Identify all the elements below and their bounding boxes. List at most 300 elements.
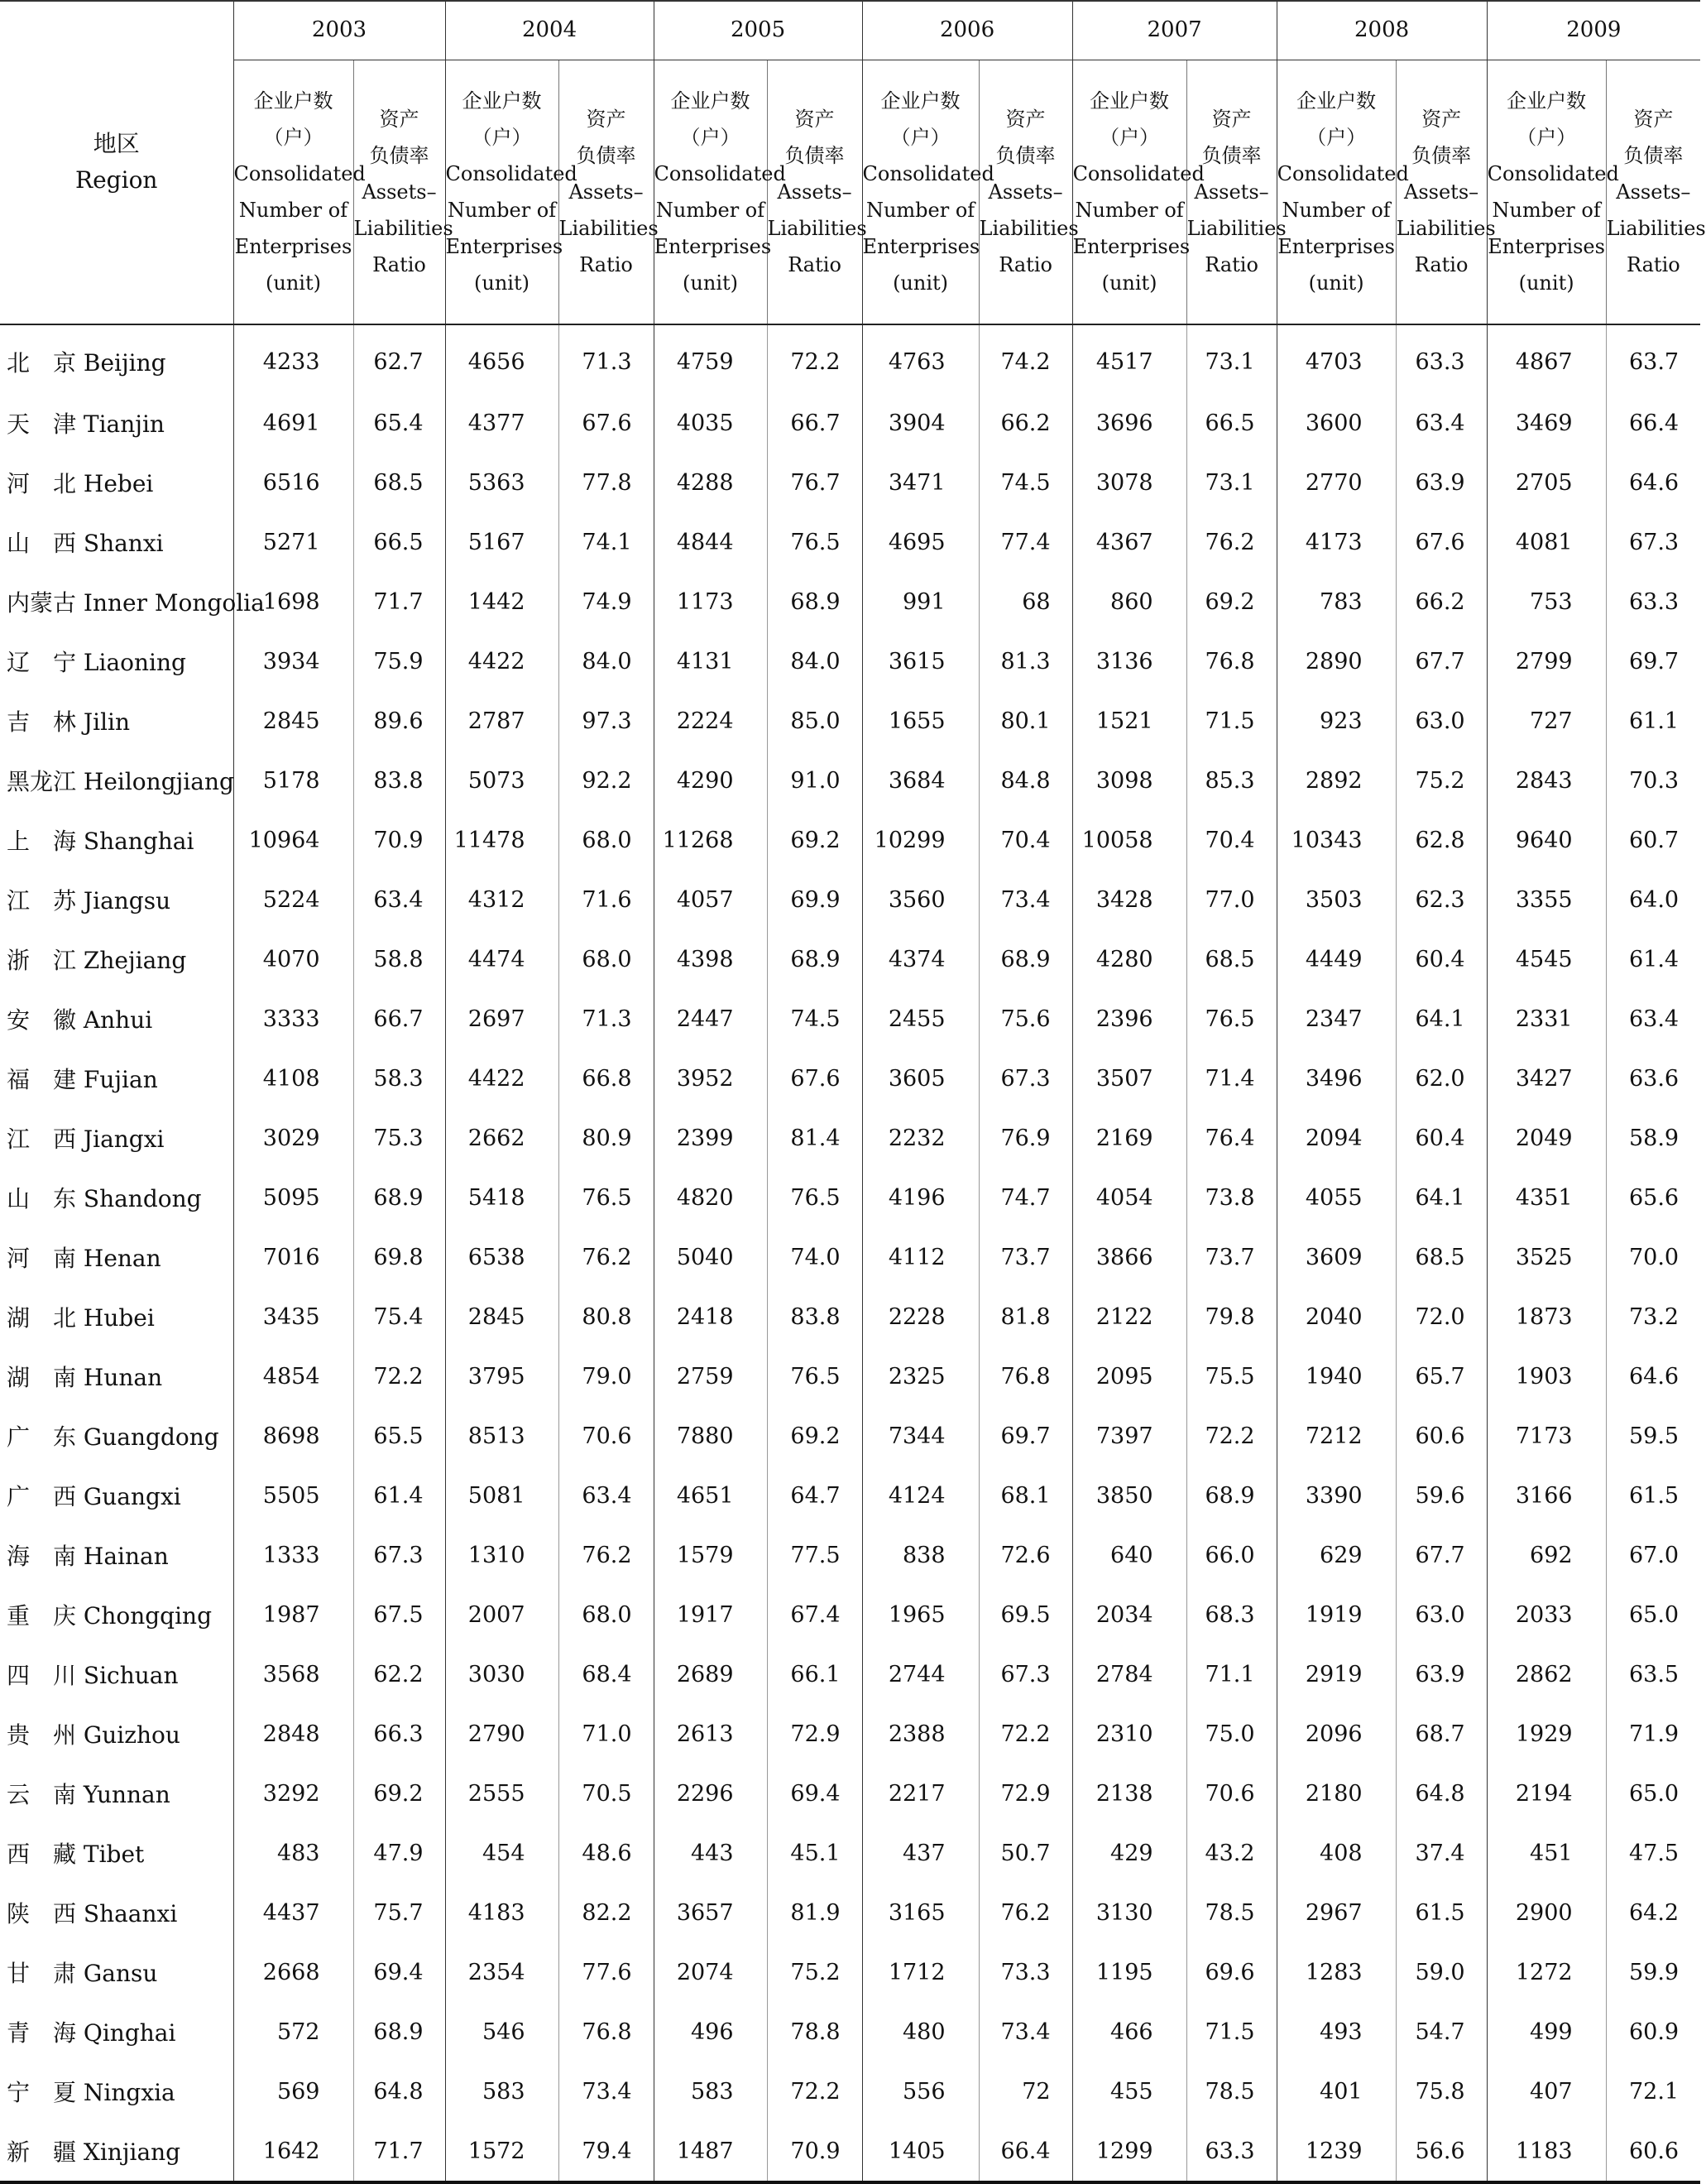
region-name-cell: 吉 林 Jilin — [7, 708, 131, 736]
liability-ratio-header-line: Assets– — [1616, 180, 1691, 204]
liability-ratio-cell: 63.4 — [353, 870, 445, 929]
liability-ratio-cell: 62.3 — [1396, 870, 1487, 929]
liability-ratio-cell: 76.2 — [558, 1227, 654, 1287]
enterprise-count-cell: 4057 — [654, 870, 767, 929]
enterprise-count-header-line: （户） — [890, 126, 951, 149]
enterprise-count-cell: 443 — [654, 1823, 767, 1883]
enterprise-count-cell: 1712 — [862, 1942, 979, 2002]
liability-ratio-header-line: Ratio — [1414, 253, 1469, 276]
liability-ratio-cell: 74.7 — [979, 1168, 1072, 1227]
enterprise-count-header-line: Enterprises — [1072, 235, 1191, 258]
table-row — [0, 324, 1700, 393]
enterprise-count-cell: 4449 — [1277, 929, 1396, 989]
region-header-en: Region — [75, 166, 158, 194]
liability-ratio-cell: 67.5 — [353, 1585, 445, 1644]
liability-ratio-cell: 63.3 — [1186, 2121, 1277, 2182]
enterprise-count-cell: 4288 — [654, 453, 767, 512]
liability-ratio-cell: 68.5 — [1186, 929, 1277, 989]
enterprise-count-cell: 2759 — [654, 1346, 767, 1406]
enterprise-count-cell: 923 — [1277, 691, 1396, 751]
liability-ratio-cell: 61.4 — [1606, 929, 1700, 989]
enterprise-count-cell: 4474 — [445, 929, 558, 989]
liability-ratio-cell: 71.4 — [1186, 1049, 1277, 1108]
enterprise-count-cell: 1873 — [1487, 1287, 1606, 1346]
liability-ratio-cell: 63.4 — [1606, 989, 1700, 1049]
liability-ratio-cell: 67.6 — [558, 393, 654, 453]
region-name-cell: 新 疆 Xinjiang — [0, 2121, 233, 2182]
enterprise-count-cell: 496 — [654, 2002, 767, 2062]
liability-ratio-cell: 74.0 — [767, 1227, 862, 1287]
liability-ratio-cell: 59.5 — [1606, 1406, 1700, 1466]
liability-ratio-cell: 59.0 — [1396, 1942, 1487, 2002]
liability-ratio-cell: 71.0 — [558, 1704, 654, 1764]
liability-ratio-cell: 74.5 — [979, 453, 1072, 512]
liability-ratio-cell: 71.6 — [558, 870, 654, 929]
enterprise-count-cell: 583 — [445, 2062, 558, 2121]
enterprise-count-cell: 7880 — [654, 1406, 767, 1466]
enterprise-count-cell: 8698 — [233, 1406, 353, 1466]
enterprise-count-header-line: Consolidated — [445, 162, 577, 185]
liability-ratio-cell: 75.5 — [1186, 1346, 1277, 1406]
enterprise-count-cell: 3503 — [1277, 870, 1396, 929]
enterprise-count-cell: 4351 — [1487, 1168, 1606, 1227]
enterprise-count-cell: 2613 — [654, 1704, 767, 1764]
liability-ratio-cell: 78.5 — [1186, 1883, 1277, 1942]
liability-ratio-cell: 74.5 — [767, 989, 862, 1049]
enterprise-count-header-line: (unit) — [1101, 271, 1157, 295]
liability-ratio-cell: 64.1 — [1396, 1168, 1487, 1227]
table-row — [0, 631, 1700, 691]
liability-ratio-cell: 91.0 — [767, 751, 862, 810]
enterprise-count-header-line: Enterprises — [234, 235, 352, 258]
enterprise-count-cell: 2034 — [1072, 1585, 1186, 1644]
table-row — [0, 870, 1700, 929]
liability-ratio-cell: 68.9 — [353, 2002, 445, 2062]
enterprise-count-cell: 3390 — [1277, 1466, 1396, 1525]
liability-ratio-cell: 70.5 — [558, 1764, 654, 1823]
table-row — [0, 1287, 1700, 1346]
table-row — [0, 1704, 1700, 1764]
liability-ratio-header — [1606, 60, 1706, 325]
liability-ratio-header-line: Ratio — [999, 253, 1052, 276]
liability-ratio-cell: 43.2 — [1186, 1823, 1277, 1883]
table-row — [0, 691, 1700, 751]
enterprise-count-cell: 3165 — [862, 1883, 979, 1942]
liability-ratio-cell: 56.6 — [1396, 2121, 1487, 2182]
enterprise-count-header-line: Enterprises — [654, 235, 772, 258]
enterprise-count-cell: 838 — [862, 1525, 979, 1585]
enterprise-count-header — [862, 60, 994, 325]
liability-ratio-cell: 64.8 — [1396, 1764, 1487, 1823]
liability-ratio-header-line: Liabilities — [1186, 217, 1287, 240]
liability-ratio-cell: 63.4 — [558, 1466, 654, 1525]
enterprise-count-cell: 1299 — [1072, 2121, 1186, 2182]
liability-ratio-header — [979, 60, 1079, 325]
region-name-cell: 青 海 Qinghai — [7, 2019, 176, 2047]
enterprise-count-cell: 3684 — [862, 751, 979, 810]
table-row — [0, 810, 1700, 870]
enterprise-count-cell: 3166 — [1487, 1466, 1606, 1525]
liability-ratio-cell: 63.4 — [1396, 393, 1487, 453]
enterprise-count-cell: 3030 — [445, 1644, 558, 1704]
liability-ratio-cell: 69.2 — [1186, 572, 1277, 631]
enterprise-count-header-line: Number of — [1075, 199, 1184, 222]
liability-ratio-cell: 70.3 — [1606, 751, 1700, 810]
liability-ratio-cell: 65.7 — [1396, 1346, 1487, 1406]
enterprise-count-cell: 3934 — [233, 631, 353, 691]
region-name-cell: 河 北 Hebei — [7, 470, 154, 497]
liability-ratio-cell: 66.1 — [767, 1644, 862, 1704]
table-row — [0, 572, 1700, 631]
liability-ratio-header-line: Ratio — [579, 253, 633, 276]
liability-ratio-cell: 66.0 — [1186, 1525, 1277, 1585]
liability-ratio-header-line: 资产 — [586, 108, 626, 131]
region-name-cell: 内蒙古 Inner Mongolia — [7, 589, 265, 617]
region-name-cell: 江 西 Jiangxi — [7, 1126, 165, 1153]
liability-ratio-cell: 71.7 — [353, 572, 445, 631]
liability-ratio-cell: 78.8 — [767, 2002, 862, 2062]
liability-ratio-cell: 75.2 — [1396, 751, 1487, 810]
liability-ratio-cell: 75.6 — [979, 989, 1072, 1049]
enterprise-count-cell: 11478 — [445, 810, 558, 870]
enterprise-count-header-line: Consolidated — [1277, 162, 1409, 185]
liability-ratio-cell: 64.6 — [1606, 453, 1700, 512]
liability-ratio-cell: 69.9 — [767, 870, 862, 929]
region-name-cell: 海 南 Hainan — [7, 1543, 169, 1570]
liability-ratio-header-line: 资产 — [1633, 108, 1674, 131]
enterprise-count-cell: 4422 — [445, 1049, 558, 1108]
liability-ratio-cell: 76.7 — [767, 453, 862, 512]
liability-ratio-cell: 68.9 — [1186, 1466, 1277, 1525]
liability-ratio-header-line: Ratio — [372, 253, 426, 276]
enterprise-count-cell: 2180 — [1277, 1764, 1396, 1823]
enterprise-count-cell: 2310 — [1072, 1704, 1186, 1764]
enterprise-count-cell: 640 — [1072, 1525, 1186, 1585]
enterprise-count-cell: 2007 — [445, 1585, 558, 1644]
enterprise-count-cell: 1572 — [445, 2121, 558, 2182]
liability-ratio-cell: 81.8 — [979, 1287, 1072, 1346]
table-row — [0, 1168, 1700, 1227]
liability-ratio-cell: 65.0 — [1606, 1585, 1700, 1644]
enterprise-count-cell: 3866 — [1072, 1227, 1186, 1287]
enterprise-count-cell: 10964 — [233, 810, 353, 870]
liability-ratio-cell: 76.2 — [558, 1525, 654, 1585]
table-row — [0, 1049, 1700, 1108]
enterprise-count-cell: 483 — [233, 1823, 353, 1883]
liability-ratio-cell: 76.5 — [767, 1168, 862, 1227]
liability-ratio-cell: 73.4 — [979, 870, 1072, 929]
enterprise-count-cell: 2388 — [862, 1704, 979, 1764]
enterprise-count-cell: 2848 — [233, 1704, 353, 1764]
enterprise-count-cell: 4844 — [654, 512, 767, 572]
liability-ratio-cell: 73.8 — [1186, 1168, 1277, 1227]
region-name-cell: 河 南 Henan — [7, 1245, 161, 1272]
year-header-2003: 2003 — [233, 0, 445, 60]
enterprise-count-cell: 1442 — [445, 572, 558, 631]
liability-ratio-cell: 72.0 — [1396, 1287, 1487, 1346]
enterprise-count-cell: 1965 — [862, 1585, 979, 1644]
enterprise-count-cell: 6538 — [445, 1227, 558, 1287]
enterprise-count-cell: 2074 — [654, 1942, 767, 2002]
liability-ratio-cell: 73.7 — [979, 1227, 1072, 1287]
liability-ratio-cell: 89.6 — [353, 691, 445, 751]
enterprise-count-cell: 2396 — [1072, 989, 1186, 1049]
enterprise-count-cell: 4374 — [862, 929, 979, 989]
liability-ratio-cell: 76.5 — [558, 1168, 654, 1227]
enterprise-count-cell: 4035 — [654, 393, 767, 453]
enterprise-count-header-line: (unit) — [1308, 271, 1364, 295]
enterprise-count-header-line: Number of — [1492, 199, 1601, 222]
enterprise-count-cell: 1698 — [233, 572, 353, 631]
enterprise-count-cell: 5178 — [233, 751, 353, 810]
enterprise-count-cell: 2900 — [1487, 1883, 1606, 1942]
region-name-cell: 浙 江 Zhejiang — [7, 947, 187, 974]
liability-ratio-cell: 59.9 — [1606, 1942, 1700, 2002]
enterprise-count-cell: 7397 — [1072, 1406, 1186, 1466]
liability-ratio-cell: 54.7 — [1396, 2002, 1487, 2062]
enterprise-count-cell: 4290 — [654, 751, 767, 810]
enterprise-count-cell: 407 — [1487, 2062, 1606, 2121]
liability-ratio-cell: 70.4 — [979, 810, 1072, 870]
enterprise-count-cell: 5095 — [233, 1168, 353, 1227]
enterprise-count-cell: 4124 — [862, 1466, 979, 1525]
liability-ratio-cell: 69.2 — [767, 1406, 862, 1466]
table-row — [0, 1883, 1700, 1942]
enterprise-count-cell: 2217 — [862, 1764, 979, 1823]
enterprise-count-cell: 3428 — [1072, 870, 1186, 929]
enterprise-count-cell: 3130 — [1072, 1883, 1186, 1942]
liability-ratio-cell: 64.2 — [1606, 1883, 1700, 1942]
region-name-cell: 山 东 Shandong — [7, 1185, 202, 1212]
enterprise-count-cell: 727 — [1487, 691, 1606, 751]
region-name-cell: 宁 夏 Ningxia — [7, 2079, 175, 2106]
liability-ratio-cell: 68.5 — [1396, 1227, 1487, 1287]
liability-ratio-cell: 80.9 — [558, 1108, 654, 1168]
table-row — [0, 1227, 1700, 1287]
enterprise-count-cell: 4695 — [862, 512, 979, 572]
liability-ratio-header-line: Liabilities — [1396, 217, 1496, 240]
enterprise-count-cell: 2890 — [1277, 631, 1396, 691]
liability-ratio-cell: 70.9 — [767, 2121, 862, 2182]
liability-ratio-cell: 68.0 — [558, 1585, 654, 1644]
liability-ratio-cell: 71.9 — [1606, 1704, 1700, 1764]
liability-ratio-cell: 75.2 — [767, 1942, 862, 2002]
table-row — [0, 1466, 1700, 1525]
liability-ratio-cell: 76.8 — [558, 2002, 654, 2062]
table-row — [0, 1942, 1700, 2002]
enterprise-count-cell: 6516 — [233, 453, 353, 512]
enterprise-count-cell: 455 — [1072, 2062, 1186, 2121]
liability-ratio-cell: 67.3 — [979, 1644, 1072, 1704]
enterprise-count-cell: 991 — [862, 572, 979, 631]
liability-ratio-cell: 67.6 — [1396, 512, 1487, 572]
enterprise-count-cell: 429 — [1072, 1823, 1186, 1883]
liability-ratio-cell: 66.4 — [979, 2121, 1072, 2182]
liability-ratio-cell: 63.9 — [1396, 1644, 1487, 1704]
enterprise-count-cell: 583 — [654, 2062, 767, 2121]
liability-ratio-cell: 66.8 — [558, 1049, 654, 1108]
liability-ratio-cell: 77.6 — [558, 1942, 654, 2002]
liability-ratio-cell: 76.5 — [1186, 989, 1277, 1049]
year-header-2006: 2006 — [862, 0, 1072, 60]
enterprise-count-cell: 3600 — [1277, 393, 1396, 453]
enterprise-count-cell: 4422 — [445, 631, 558, 691]
liability-ratio-header-line: 资产 — [1211, 108, 1252, 131]
enterprise-count-cell: 546 — [445, 2002, 558, 2062]
liability-ratio-cell: 64.6 — [1606, 1346, 1700, 1406]
liability-ratio-header-line: 资产 — [379, 108, 419, 131]
enterprise-count-cell: 4656 — [445, 324, 558, 393]
enterprise-count-header-line: (unit) — [266, 271, 321, 295]
enterprise-count-cell: 9640 — [1487, 810, 1606, 870]
enterprise-count-header-line: Consolidated — [233, 162, 366, 185]
enterprise-count-cell: 1173 — [654, 572, 767, 631]
enterprise-count-header-line: （户） — [1100, 126, 1160, 149]
liability-ratio-header-line: Liabilities — [353, 217, 453, 240]
liability-ratio-cell: 69.4 — [767, 1764, 862, 1823]
liability-ratio-cell: 63.3 — [1606, 572, 1700, 631]
liability-ratio-cell: 61.5 — [1396, 1883, 1487, 1942]
liability-ratio-cell: 69.7 — [979, 1406, 1072, 1466]
enterprise-count-cell: 1521 — [1072, 691, 1186, 751]
liability-ratio-cell: 77.0 — [1186, 870, 1277, 929]
liability-ratio-header-line: Assets– — [1194, 180, 1269, 204]
liability-ratio-cell: 76.2 — [1186, 512, 1277, 572]
region-name-cell: 甘 肃 Gansu — [7, 1960, 158, 1987]
liability-ratio-cell: 71.1 — [1186, 1644, 1277, 1704]
liability-ratio-header-line: Liabilities — [979, 217, 1079, 240]
enterprise-count-cell: 2418 — [654, 1287, 767, 1346]
enterprise-count-cell: 3605 — [862, 1049, 979, 1108]
enterprise-count-cell: 2845 — [445, 1287, 558, 1346]
enterprise-count-cell: 3904 — [862, 393, 979, 453]
enterprise-count-cell: 3609 — [1277, 1227, 1396, 1287]
liability-ratio-header-line: Ratio — [1627, 253, 1680, 276]
enterprise-count-cell: 401 — [1277, 2062, 1396, 2121]
liability-ratio-header — [353, 60, 453, 325]
enterprise-count-header — [233, 60, 366, 325]
enterprise-count-header-line: （户） — [680, 126, 740, 149]
enterprise-count-cell: 4070 — [233, 929, 353, 989]
liability-ratio-cell: 65.0 — [1606, 1764, 1700, 1823]
enterprise-count-cell: 437 — [862, 1823, 979, 1883]
year-header-2007: 2007 — [1072, 0, 1277, 60]
enterprise-count-header-line: 企业户数 — [253, 89, 333, 113]
liability-ratio-cell: 81.3 — [979, 631, 1072, 691]
liability-ratio-cell: 68.4 — [558, 1644, 654, 1704]
liability-ratio-cell: 71.3 — [558, 989, 654, 1049]
enterprise-count-header-line: Enterprises — [445, 235, 563, 258]
liability-ratio-cell: 70.0 — [1606, 1227, 1700, 1287]
liability-ratio-cell: 63.0 — [1396, 691, 1487, 751]
enterprise-count-cell: 3657 — [654, 1883, 767, 1942]
liability-ratio-cell: 73.3 — [979, 1942, 1072, 2002]
enterprise-count-header-line: Number of — [655, 199, 765, 222]
enterprise-count-header-line: (unit) — [683, 271, 739, 295]
enterprise-count-cell: 4867 — [1487, 324, 1606, 393]
liability-ratio-cell: 63.3 — [1396, 324, 1487, 393]
table-row — [0, 1644, 1700, 1704]
liability-ratio-cell: 62.0 — [1396, 1049, 1487, 1108]
enterprise-count-cell: 860 — [1072, 572, 1186, 631]
enterprise-count-header — [1072, 60, 1205, 325]
enterprise-count-cell: 3615 — [862, 631, 979, 691]
enterprise-count-cell: 4437 — [233, 1883, 353, 1942]
liability-ratio-cell: 72.2 — [353, 1346, 445, 1406]
enterprise-count-cell: 2790 — [445, 1704, 558, 1764]
enterprise-count-header-line: (unit) — [893, 271, 949, 295]
enterprise-count-cell: 2194 — [1487, 1764, 1606, 1823]
liability-ratio-header — [558, 60, 659, 325]
liability-ratio-cell: 70.9 — [353, 810, 445, 870]
enterprise-count-cell: 556 — [862, 2062, 979, 2121]
enterprise-count-cell: 4763 — [862, 324, 979, 393]
enterprise-count-cell: 2967 — [1277, 1883, 1396, 1942]
liability-ratio-cell: 69.7 — [1606, 631, 1700, 691]
liability-ratio-cell: 48.6 — [558, 1823, 654, 1883]
enterprise-count-cell: 2744 — [862, 1644, 979, 1704]
enterprise-count-cell: 2049 — [1487, 1108, 1606, 1168]
liability-ratio-cell: 67.7 — [1396, 631, 1487, 691]
liability-ratio-header-line: Ratio — [788, 253, 841, 276]
region-name-cell: 福 建 Fujian — [7, 1066, 158, 1093]
enterprise-count-cell: 2770 — [1277, 453, 1396, 512]
liability-ratio-cell: 64.0 — [1606, 870, 1700, 929]
enterprise-count-cell: 569 — [233, 2062, 353, 2121]
liability-ratio-cell: 68.9 — [767, 929, 862, 989]
liability-ratio-cell: 85.3 — [1186, 751, 1277, 810]
enterprise-count-cell: 2787 — [445, 691, 558, 751]
enterprise-count-header-line: Consolidated — [862, 162, 994, 185]
enterprise-count-cell: 1917 — [654, 1585, 767, 1644]
liability-ratio-cell: 61.4 — [353, 1466, 445, 1525]
liability-ratio-header — [1396, 60, 1496, 325]
liability-ratio-cell: 76.5 — [767, 512, 862, 572]
liability-ratio-cell: 59.6 — [1396, 1466, 1487, 1525]
enterprise-count-cell: 4545 — [1487, 929, 1606, 989]
enterprise-count-cell: 10058 — [1072, 810, 1186, 870]
enterprise-count-cell: 408 — [1277, 1823, 1396, 1883]
liability-ratio-cell: 72.9 — [767, 1704, 862, 1764]
liability-ratio-cell: 66.2 — [1396, 572, 1487, 631]
enterprise-count-cell: 2845 — [233, 691, 353, 751]
region-name-cell: 四 川 Sichuan — [7, 1662, 179, 1689]
enterprise-count-cell: 692 — [1487, 1525, 1606, 1585]
enterprise-count-cell: 480 — [862, 2002, 979, 2062]
enterprise-count-cell: 2033 — [1487, 1585, 1606, 1644]
region-header-cn: 地区 — [93, 129, 140, 157]
liability-ratio-cell: 60.7 — [1606, 810, 1700, 870]
enterprise-count-cell: 4820 — [654, 1168, 767, 1227]
liability-ratio-cell: 67.3 — [1606, 512, 1700, 572]
liability-ratio-cell: 50.7 — [979, 1823, 1072, 1883]
enterprise-count-cell: 2094 — [1277, 1108, 1396, 1168]
enterprise-count-header-line: Enterprises — [1488, 235, 1605, 258]
liability-ratio-cell: 70.4 — [1186, 810, 1277, 870]
liability-ratio-cell: 58.3 — [353, 1049, 445, 1108]
liability-ratio-cell: 72 — [979, 2062, 1072, 2121]
enterprise-count-header-line: Consolidated — [654, 162, 786, 185]
liability-ratio-cell: 67.0 — [1606, 1525, 1700, 1585]
liability-ratio-header-line: Liabilities — [558, 217, 659, 240]
liability-ratio-cell: 70.6 — [558, 1406, 654, 1466]
region-name-cell: 湖 北 Hubei — [7, 1304, 155, 1332]
enterprise-count-cell: 4183 — [445, 1883, 558, 1942]
liability-ratio-cell: 60.4 — [1396, 929, 1487, 989]
table-row — [0, 1108, 1700, 1168]
region-name-cell: 上 海 Shanghai — [7, 828, 194, 855]
liability-ratio-cell: 72.2 — [767, 2062, 862, 2121]
